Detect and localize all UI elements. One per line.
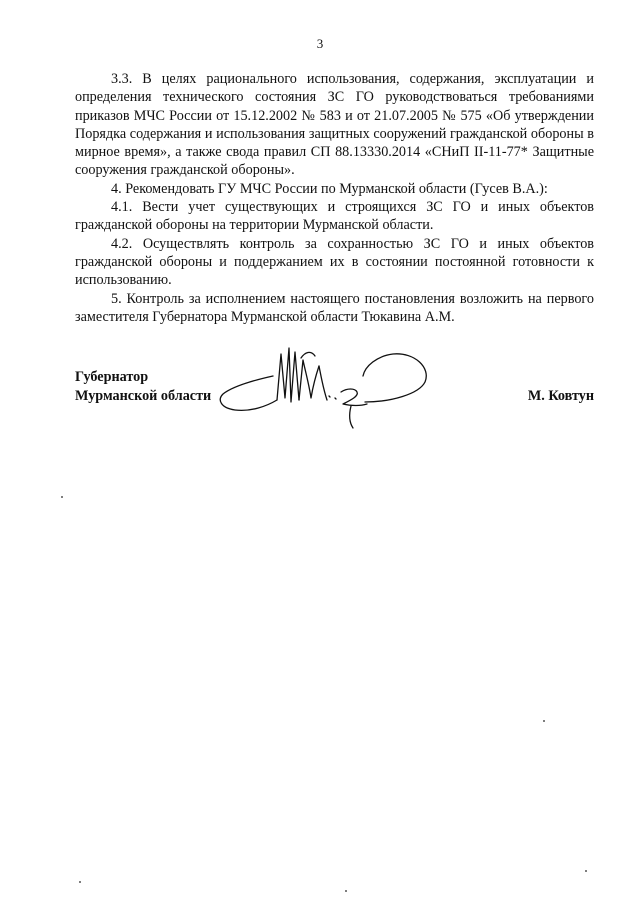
scan-speck [543,720,545,722]
document-body [75,70,594,326]
page-number: 3 [316,36,324,51]
signatory-name: М. Ковтун [527,387,594,404]
paragraph-4: 4. Рекомендовать ГУ МЧС России по Мурманской области (Гусев В.А.): [111,180,548,197]
paragraph-5: 5. Контроль за исполнением настоящего постановления возложить на первого заместителя Губернатора Мурманской области Тюкавина А.М. [75,290,594,325]
paragraph-4-1: 4.1. Вести учет существующих и строящихся ЗС ГО и иных объектов гражданской обороны на территории Мурманской области. [75,199,594,234]
scan-speck [61,496,63,498]
signatory-position-line2: Мурманской области [75,387,212,404]
scan-speck [585,870,587,872]
signatory-position-line1: Губернатор [75,369,149,385]
paragraph-3-3: 3.3. В целях рационального использования, содержания, эксплуатации и определения технического состояния ЗС ГО руководствоваться требованиями приказов МЧС России от 15.12.2002 № 583 и от 21.07.2005 № 575 «Об утверждении Порядка содержания и использования защитных сооружений гражданской обороны в мирное время», а также свода правил СП 88.13330.2014 «СНиП II-11-77* Защитные сооружения гражданской обороны». [75,71,594,179]
signatory-title [75,368,211,405]
paragraph-4-2: 4.2. Осуществлять контроль за сохранностью ЗС ГО и иных объектов гражданской обороны и поддержанием их в состоянии постоянной готовности к использованию. [75,235,594,289]
handwritten-signature [215,340,435,430]
scan-speck [79,881,81,883]
scan-speck [345,890,347,892]
